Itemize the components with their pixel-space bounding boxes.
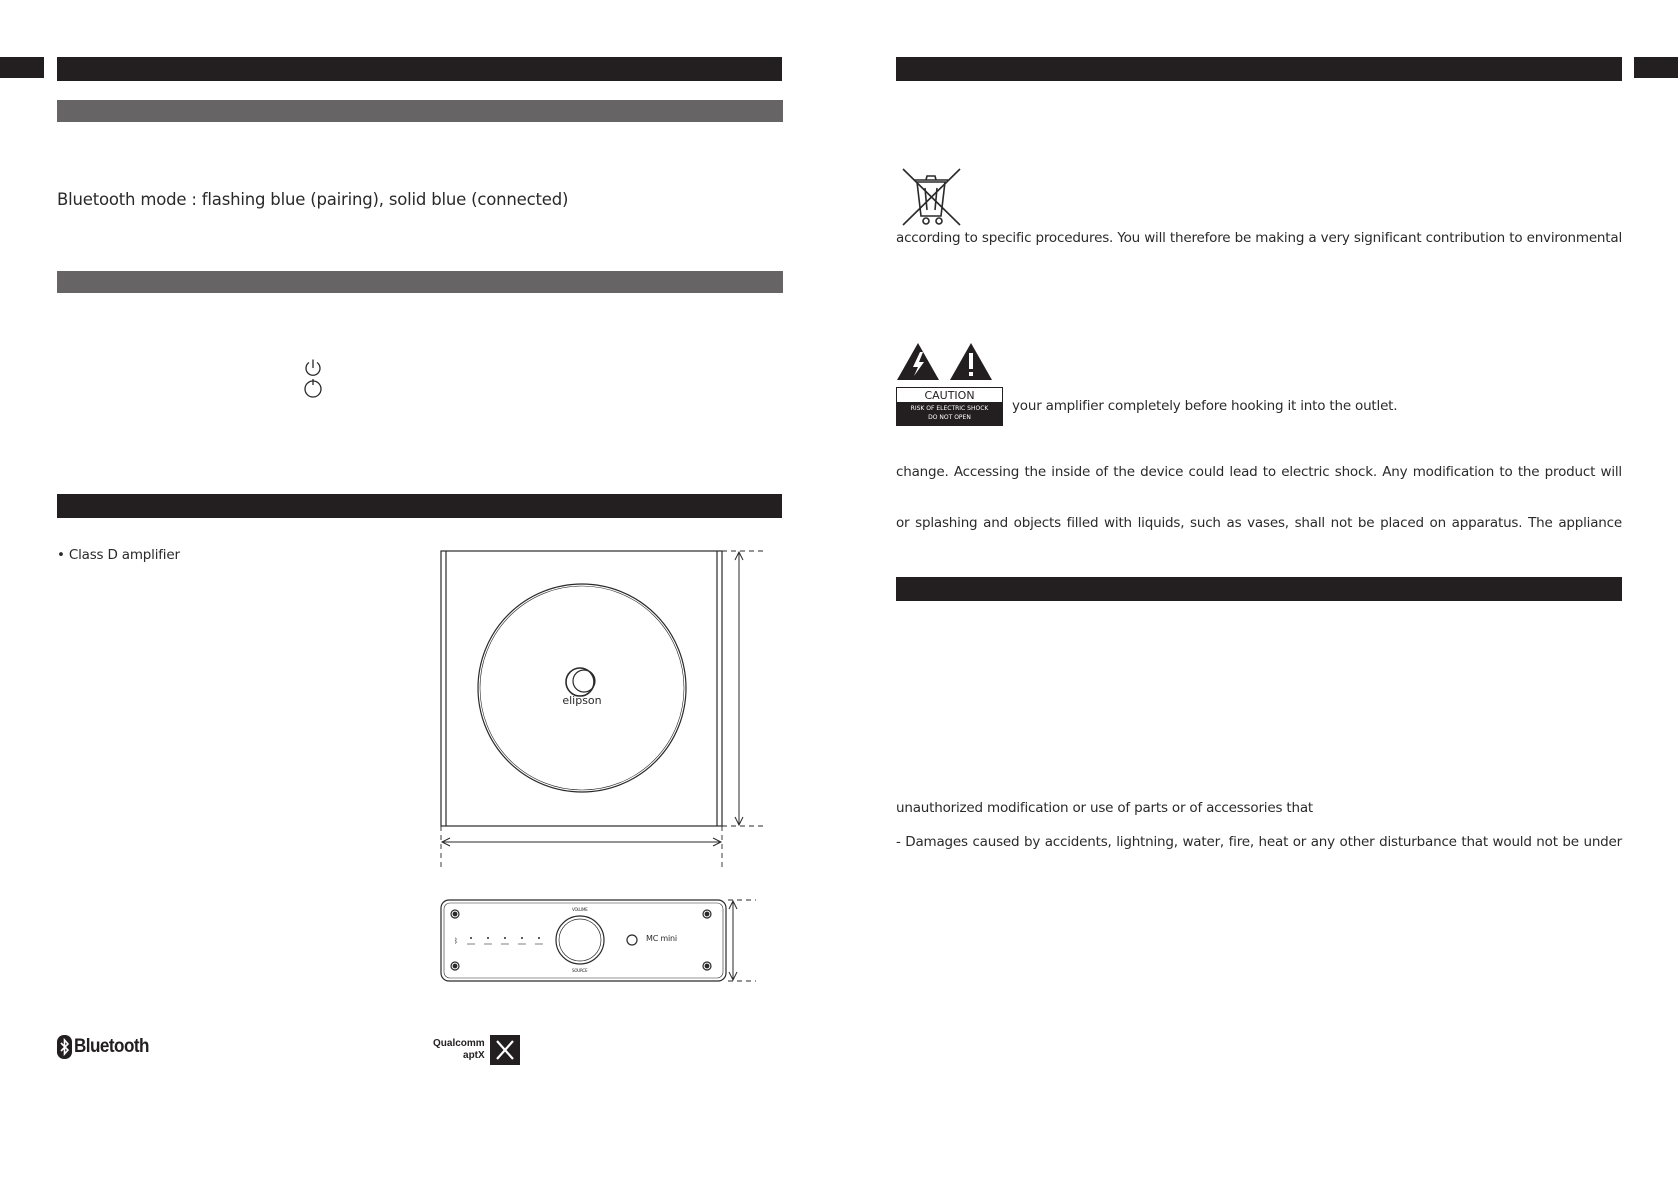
caution-label-line2: DO NOT OPEN [928,414,971,421]
warranty-text-2: - Damages caused by accidents, lightning, water, fire, heat or any other disturbance that would not be under [896,834,1622,850]
subsection-header-bar-status-led [57,100,783,122]
caution-label [896,387,1003,426]
section-header-bar [57,57,782,81]
subsection-header-bar-power [57,271,783,293]
qualcomm-text: Qualcomm [433,1038,485,1049]
page-tab-marker-left [0,57,44,78]
feature-bullet: • Class D amplifier [57,547,180,563]
section-header-bar-warranty [896,577,1622,601]
elipson-logo [558,664,606,706]
bluetooth-logo-text: Bluetooth [74,1036,149,1057]
caution-label-line1: RISK OF ELECTRIC SHOCK [910,405,989,412]
svg-text:ᛒ: ᛒ [454,937,459,945]
aptx-x-icon [490,1035,520,1065]
status-led-text: Bluetooth mode : flashing blue (pairing), solid blue (connected) [57,190,569,209]
caution-text: your amplifier completely before hooking it into the outlet. [1012,398,1398,414]
electric-shock-warning-icon [896,342,940,381]
knob-top-label: VOLUME [572,907,588,912]
warranty-text-1: unauthorized modification or use of parts or of accessories that [896,800,1313,816]
knob-bottom-label: SOURCE [572,968,588,973]
bluetooth-logo [57,1035,157,1059]
electric-shock-text: change. Accessing the inside of the device could lead to electric shock. Any modification to the product will [896,464,1622,480]
qualcomm-aptx-logo [433,1035,520,1065]
standby-icon [303,377,323,399]
page-tab-marker-right [1634,57,1678,78]
recycling-text: according to specific procedures. You will therefore be making a very significant contribution to environmental [896,230,1622,246]
exclamation-warning-icon [949,342,993,381]
speaker-dimension-drawing [436,546,766,871]
weee-crossed-bin-icon [899,166,963,228]
liquid-splash-text: or splashing and objects filled with liquids, such as vases, shall not be placed on apparatus. The appliance [896,515,1622,531]
bluetooth-icon [57,1035,72,1059]
front-panel-drawing [436,898,766,984]
section-header-bar-specifications [57,494,782,518]
aptx-text: aptX [463,1050,485,1061]
model-label: MC mini [646,934,677,943]
caution-label-title: CAUTION [924,389,975,402]
section-header-bar-right [896,57,1622,81]
elipson-brand-text: elipson [562,694,602,707]
